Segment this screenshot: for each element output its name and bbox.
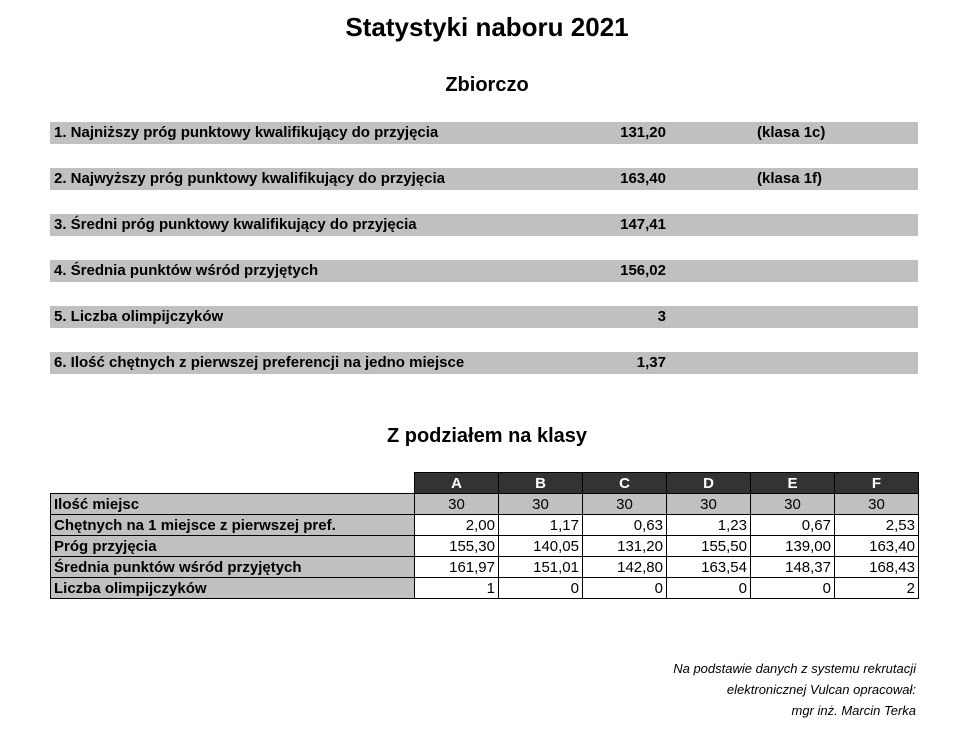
- row-label: Ilość miejsc: [51, 494, 415, 515]
- table-row: [51, 578, 919, 599]
- table-cell: 1: [415, 578, 499, 599]
- summary-row-note: (klasa 1c): [757, 124, 826, 141]
- table-cell: 30: [751, 494, 835, 515]
- row-label: Liczba olimpijczyków: [51, 578, 415, 599]
- summary-row: [50, 306, 918, 328]
- summary-row-value: 1,37: [636, 354, 666, 371]
- column-header-b: B: [499, 473, 583, 494]
- summary-row-value: 147,41: [620, 216, 666, 233]
- summary-row-label: 5. Liczba olimpijczyków: [54, 308, 224, 325]
- row-label: Średnia punktów wśród przyjętych: [51, 557, 415, 578]
- table-cell: 30: [667, 494, 751, 515]
- table-cell: 0: [667, 578, 751, 599]
- summary-row-label: 3. Średni próg punktowy kwalifikujący do przyjęcia: [54, 216, 417, 233]
- table-cell: 151,01: [499, 557, 583, 578]
- summary-row-label: 1. Najniższy próg punktowy kwalifikujący do przyjęcia: [54, 124, 439, 141]
- table-row: [51, 557, 919, 578]
- summary-row: [50, 122, 918, 144]
- table-row: [51, 494, 919, 515]
- column-header-d: D: [667, 473, 751, 494]
- table-cell: 30: [835, 494, 919, 515]
- table-cell: 2,53: [835, 515, 919, 536]
- summary-row: [50, 260, 918, 282]
- footer-note: [673, 658, 916, 721]
- summary-row-value: 3: [657, 308, 666, 325]
- table-cell: 1,23: [667, 515, 751, 536]
- table-cell: 1,17: [499, 515, 583, 536]
- footer-line: Na podstawie danych z systemu rekrutacji: [673, 661, 916, 676]
- table-cell: 0: [583, 578, 667, 599]
- summary-row-label: 2. Najwyższy próg punktowy kwalifikujący do przyjęcia: [54, 170, 445, 187]
- summary-row-label: 4. Średnia punktów wśród przyjętych: [54, 262, 319, 279]
- table-cell: 161,97: [415, 557, 499, 578]
- table-cell: 30: [499, 494, 583, 515]
- table-header-row: [51, 473, 919, 494]
- table-cell: 155,50: [667, 536, 751, 557]
- table-cell: 163,54: [667, 557, 751, 578]
- row-label: Próg przyjęcia: [51, 536, 415, 557]
- table-row: [51, 515, 919, 536]
- table-cell: 0,63: [583, 515, 667, 536]
- table-cell: 168,43: [835, 557, 919, 578]
- summary-row-note: (klasa 1f): [757, 170, 823, 187]
- table-cell: 2,00: [415, 515, 499, 536]
- table-cell: 30: [583, 494, 667, 515]
- table-cell: 2: [835, 578, 919, 599]
- table-cell: 0: [751, 578, 835, 599]
- column-header-c: C: [583, 473, 667, 494]
- table-cell: 0: [499, 578, 583, 599]
- table-cell: 140,05: [499, 536, 583, 557]
- table-row: [51, 536, 919, 557]
- table-cell: 139,00: [751, 536, 835, 557]
- row-label: Chętnych na 1 miejsce z pierwszej pref.: [51, 515, 415, 536]
- summary-row: [50, 214, 918, 236]
- table-cell: 163,40: [835, 536, 919, 557]
- column-header-f: F: [835, 473, 919, 494]
- table-cell: 155,30: [415, 536, 499, 557]
- table-cell: 30: [415, 494, 499, 515]
- summary-row: [50, 352, 918, 374]
- header-spacer: [51, 473, 415, 494]
- by-class-heading: Z podziałem na klasy: [386, 425, 588, 447]
- column-header-e: E: [751, 473, 835, 494]
- summary-heading: Zbiorczo: [445, 74, 529, 96]
- footer-line: mgr inż. Marcin Terka: [791, 703, 916, 718]
- table-cell: 148,37: [751, 557, 835, 578]
- table-cell: 131,20: [583, 536, 667, 557]
- summary-row-label: 6. Ilość chętnych z pierwszej preferencji na jedno miejsce: [54, 354, 465, 371]
- page-title: Statystyki naboru 2021: [345, 12, 629, 42]
- summary-row-value: 131,20: [620, 124, 666, 141]
- summary-row: [50, 168, 918, 190]
- table-cell: 142,80: [583, 557, 667, 578]
- table-cell: 0,67: [751, 515, 835, 536]
- class-stats-table: [50, 472, 919, 599]
- footer-line: elektronicznej Vulcan opracował:: [726, 682, 916, 697]
- summary-row-value: 163,40: [620, 170, 666, 187]
- column-header-a: A: [415, 473, 499, 494]
- summary-row-value: 156,02: [620, 262, 666, 279]
